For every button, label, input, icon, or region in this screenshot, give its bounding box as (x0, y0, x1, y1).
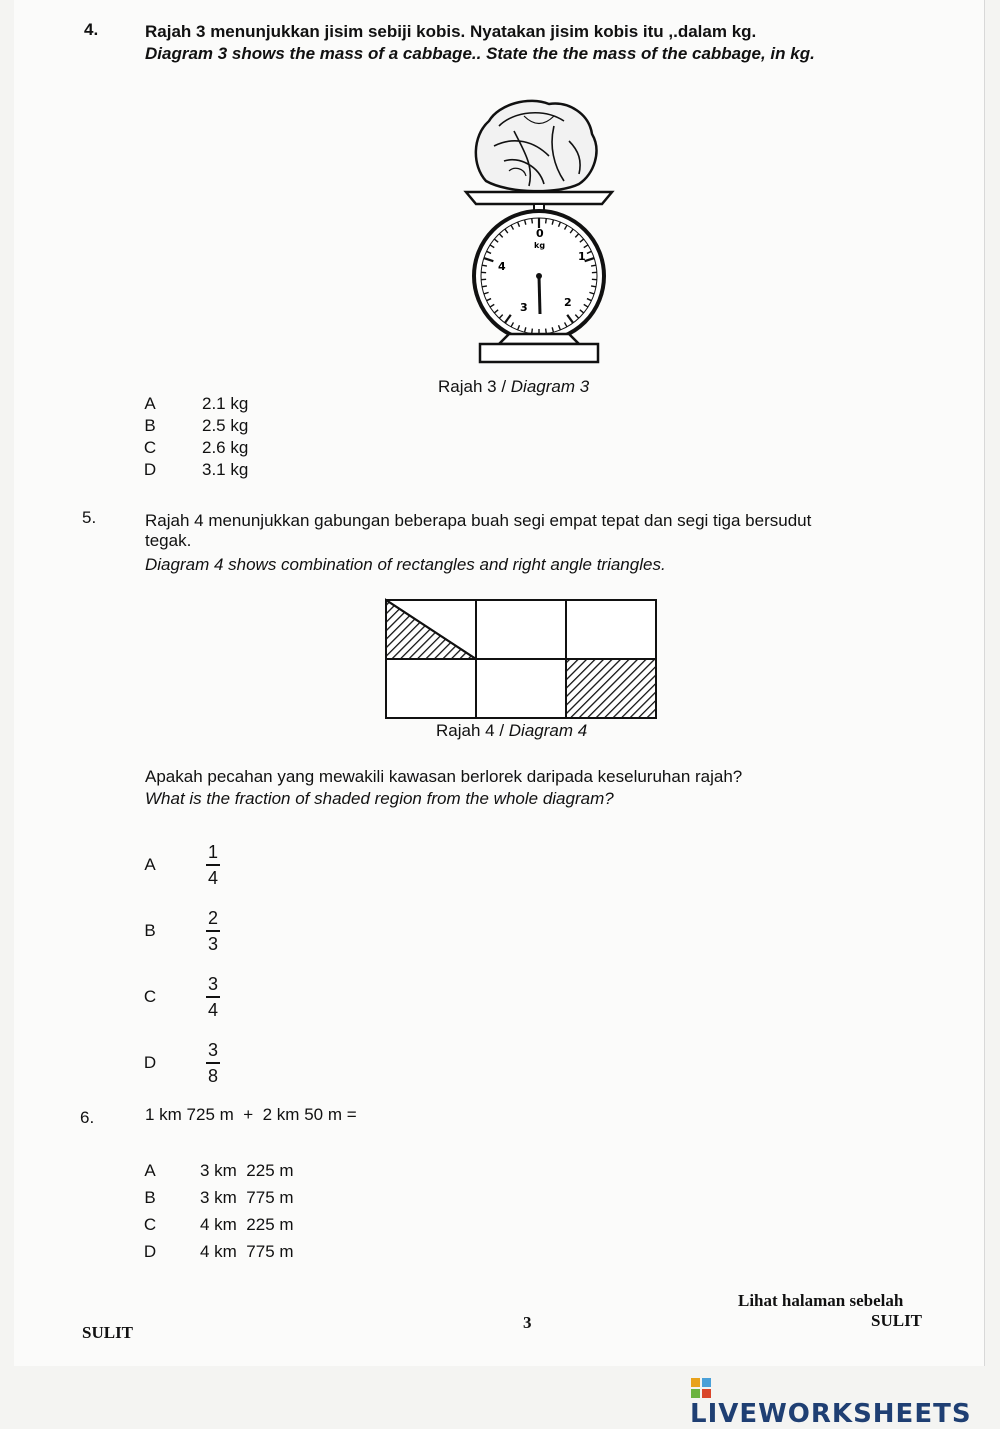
q4-option-a[interactable]: A 2.1 kg (140, 393, 248, 415)
q6-text: 1 km 725 m + 2 km 50 m = (145, 1105, 357, 1125)
liveworksheets-brand[interactable] (690, 1377, 1000, 1429)
dial-needle (539, 276, 540, 314)
dial-label-2: 2 (564, 296, 572, 309)
footer-right-label: SULIT (871, 1311, 922, 1331)
q5-text-ms-1: Rajah 4 menunjukkan gabungan beberapa buah segi empat tepat dan segi tiga bersudut (145, 511, 811, 531)
rectangle-grid-diagram (384, 598, 660, 722)
cabbage-illustration (476, 101, 597, 191)
diagram3-caption: Rajah 3 / Diagram 3 (438, 377, 589, 397)
dial-tick (546, 218, 547, 223)
dial-tick (532, 218, 533, 223)
q6-option-a[interactable]: A 3 km 225 m (140, 1157, 294, 1184)
page-number: 3 (523, 1313, 532, 1333)
q5-question-ms: Apakah pecahan yang mewakili kawasan berlorek daripada keseluruhan rajah? (145, 767, 742, 787)
dial-label-1: 1 (578, 250, 586, 263)
scale-diagram (454, 96, 624, 366)
dial-label-3: 3 (520, 301, 528, 314)
dial-unit: kg (534, 241, 545, 250)
liveworksheets-logo-icon (690, 1377, 712, 1399)
q4-text-en: Diagram 3 shows the mass of a cabbage.. State the the mass of the cabbage, in kg. (145, 44, 815, 64)
q5-option-d[interactable]: D $\frac{3}{8}$ (140, 1030, 224, 1096)
q6-number: 6. (80, 1108, 94, 1128)
q6-option-c[interactable]: C 4 km 225 m (140, 1211, 294, 1238)
q5-option-c[interactable]: C $\frac{3}{4}$ (140, 964, 224, 1030)
q4-option-d[interactable]: D 3.1 kg (140, 459, 248, 481)
diagram4-caption: Rajah 4 / Diagram 4 (436, 721, 587, 741)
q6-option-d[interactable]: D 4 km 775 m (140, 1238, 294, 1265)
q5-option-a[interactable]: A $\frac{1}{4}$ (140, 832, 224, 898)
dial-tick (591, 265, 596, 266)
dial-tick (482, 265, 487, 266)
dial-label-4: 4 (498, 260, 506, 273)
q5-text-ms-2: tegak. (145, 531, 191, 551)
q4-option-b[interactable]: B 2.5 kg (140, 415, 248, 437)
q5-text-en: Diagram 4 shows combination of rectangles and right angle triangles. (145, 555, 666, 575)
shaded-rectangle (566, 659, 656, 718)
q6-options (140, 1157, 294, 1265)
q5-number: 5. (82, 508, 96, 528)
footer-left-label: SULIT (82, 1323, 133, 1343)
dial-label-0: 0 (536, 227, 544, 240)
q6-option-b[interactable]: B 3 km 775 m (140, 1184, 294, 1211)
q4-options (140, 393, 248, 481)
q4-number: 4. (84, 20, 98, 40)
dial-tick (591, 286, 596, 287)
next-page-note: Lihat halaman sebelah (738, 1291, 903, 1311)
brand-text: LIVEWORKSHEETS (690, 1399, 972, 1429)
q5-option-b[interactable]: B $\frac{2}{3}$ (140, 898, 224, 964)
q4-option-c[interactable]: C 2.6 kg (140, 437, 248, 459)
exam-page (14, 0, 985, 1366)
q5-options (140, 832, 224, 1096)
dial-tick (482, 286, 487, 287)
q5-question-en: What is the fraction of shaded region from the whole diagram? (145, 789, 614, 809)
q4-text-ms: Rajah 3 menunjukkan jisim sebiji kobis. Nyatakan jisim kobis itu ,.dalam kg. (145, 22, 756, 42)
